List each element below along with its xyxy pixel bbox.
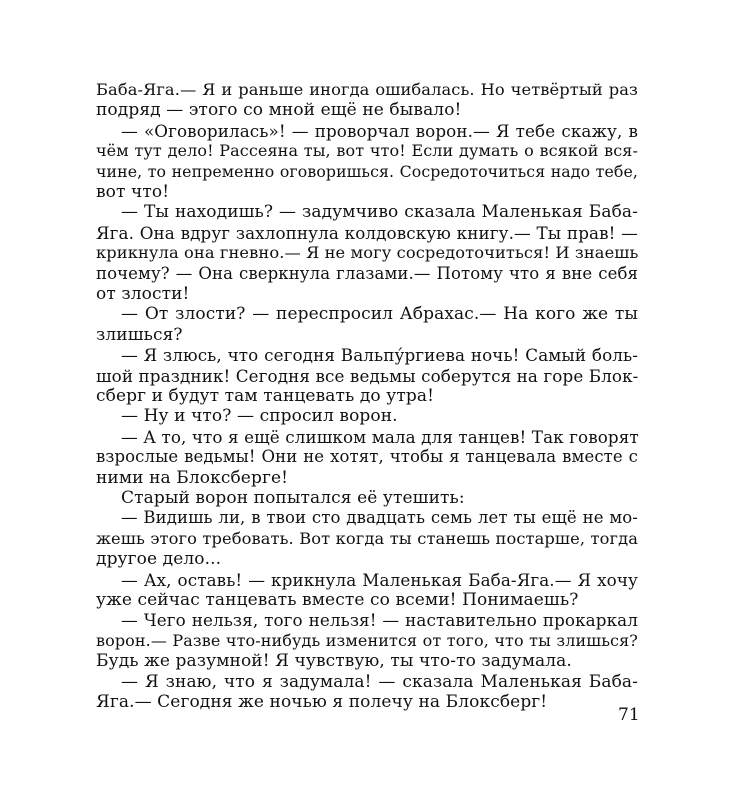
text-line: — От злости? — переспросил Абрахас.— На кого же ты [121, 304, 638, 325]
text-line: от злости! [96, 284, 190, 304]
text-line: — А то, что я ещё слишком мала для танцев! Так говорят [121, 426, 639, 447]
text-line: взрослые ведьмы! Они не хотят, чтобы я танцевала вместе с [96, 447, 638, 467]
text-line: Баба-Яга.— Я и раньше иногда ошибалась. Но четвёртый раз [96, 80, 638, 99]
text-line: другое дело... [96, 549, 222, 570]
text-line: ворон.— Разве что-нибудь изменится от того, что ты злишься? [96, 630, 638, 650]
text-line: Будь же разумной! Я чувствую, ты что-то задумала. [96, 651, 572, 672]
text-line: Старый ворон попытался её утешить: [121, 488, 465, 508]
text-line: подряд — этого со мной ещё не бывало! [96, 100, 462, 121]
text-line: уже сейчас танцевать вместе со всеми! Понимаешь? [96, 590, 579, 610]
text-line: Яга.— Сегодня же ночью я полечу на Блоксберг! [96, 692, 548, 712]
text-line: крикнула она гневно.— Я не могу сосредоточиться! И знаешь [96, 243, 639, 263]
text-line: жешь этого требовать. Вот когда ты станешь постарше, тогда [96, 528, 638, 548]
text-line: ними на Блоксберге! [96, 467, 289, 488]
text-line: — Я знаю, что я задумала! — сказала Маленькая Баба- [121, 671, 638, 692]
text-line: Яга. Она вдруг захлопнула колдовскую книгу.— Ты прав! — [96, 222, 638, 243]
text-line: — Ну и что? — спросил ворон. [121, 406, 398, 427]
text-line: — «Оговорилась»! — проворчал ворон.— Я тебе скажу, в [121, 120, 638, 141]
page-number: 71 [618, 705, 640, 725]
text-line: сберг и будут там танцевать до утра! [96, 386, 435, 406]
text-line: вот что! [96, 182, 170, 202]
text-line: — Чего нельзя, того нельзя! — наставительно прокаркал [121, 610, 638, 631]
text-line: чине, то непременно оговоришься. Сосредоточиться надо тебе, [96, 161, 638, 181]
text-line: — Ах, оставь! — крикнула Маленькая Баба-Яга.— Я хочу [121, 569, 638, 590]
text-line: — Я злюсь, что сегодня Вальпу́ргиева ночь! Самый боль- [121, 345, 638, 366]
text-line: — Видишь ли, в твои сто двадцать семь лет ты ещё не мо- [121, 508, 638, 528]
text-line: — Ты находишь? — задумчиво сказала Маленькая Баба- [121, 202, 638, 223]
text-line: шой праздник! Сегодня все ведьмы соберутся на горе Блок- [96, 365, 639, 386]
text-line: злишься? [96, 324, 183, 345]
text-line: почему? — Она сверкнула глазами.— Потому что я вне себя [96, 263, 638, 283]
text-line: чём тут дело! Рассеяна ты, вот что! Если думать о всякой вся- [96, 141, 638, 161]
